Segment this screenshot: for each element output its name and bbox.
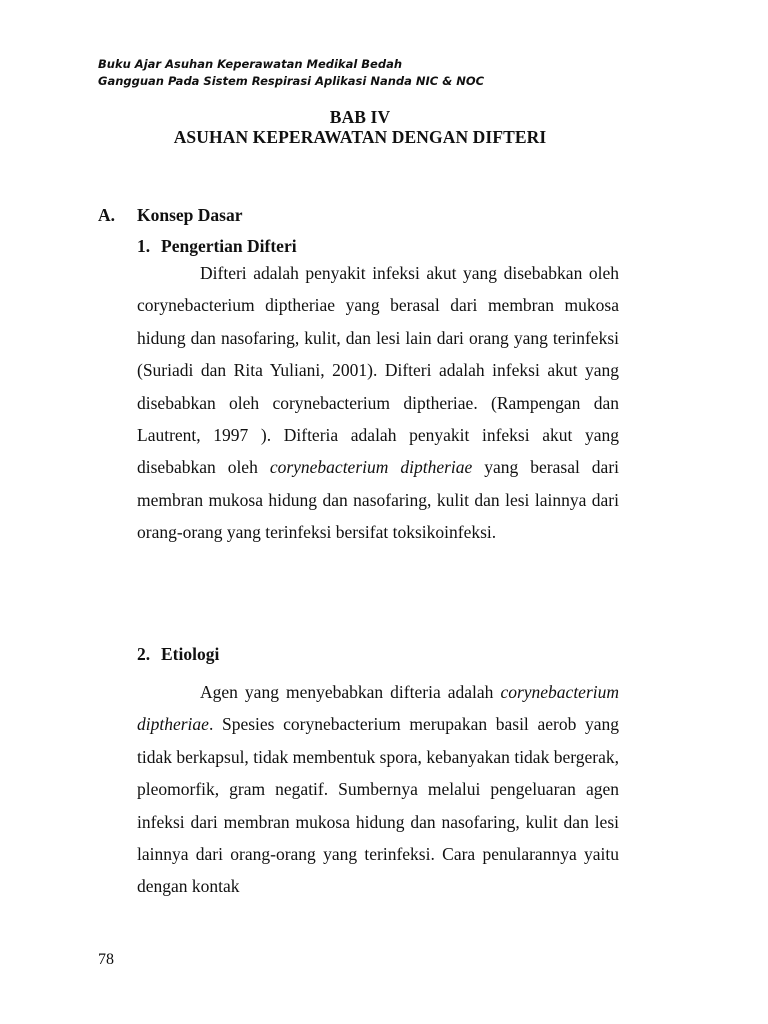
chapter-title: ASUHAN KEPERAWATAN DENGAN DIFTERI bbox=[173, 127, 547, 147]
chapter-number: BAB IV bbox=[329, 107, 391, 127]
section-title: Konsep Dasar bbox=[137, 205, 243, 225]
paragraph-etiologi bbox=[137, 676, 619, 903]
paragraph-text: yang berasal dari membran mukosa hidung dan nasofaring, kulit dan lesi lainnya dari orang-orang yang terinfeksi bersifat toksikoinfeksi. bbox=[137, 457, 620, 543]
subsection-number: 2. bbox=[137, 644, 151, 664]
subsection-heading-etiologi bbox=[137, 642, 219, 666]
species-name-italic: corynebacterium diptheriae bbox=[269, 457, 473, 478]
subsection-title: Pengertian Difteri bbox=[161, 236, 297, 256]
subsection-title: Etiologi bbox=[161, 644, 220, 664]
section-heading-a bbox=[98, 203, 243, 227]
chapter-heading bbox=[0, 107, 720, 147]
subsection-number: 1. bbox=[137, 236, 151, 256]
species-name-italic: corynebacterium diptheriae bbox=[137, 682, 620, 735]
paragraph-text: Agen yang menyebabkan difteria adalah bbox=[200, 682, 494, 702]
running-header bbox=[98, 56, 484, 90]
paragraph-text: . Spesies corynebacterium merupakan basil aerob yang tidak berkapsul, tidak membentuk spora, kebanyakan tidak bergerak, pleomorfik, gram negatif. Sumbernya melalui pengeluaran agen infeksi dari membran mukosa hidung dan nasofaring, kulit dan lesi lainnya dari orang-orang yang terinfeksi. Cara penularannya yaitu dengan kontak bbox=[137, 714, 619, 897]
page-number: 78 bbox=[98, 951, 114, 968]
running-header-line-1: Buku Ajar Asuhan Keperawatan Medikal Bedah bbox=[98, 57, 403, 71]
subsection-heading-pengertian bbox=[137, 234, 297, 258]
paragraph-pengertian bbox=[137, 257, 619, 549]
running-header-line-2: Gangguan Pada Sistem Respirasi Aplikasi Nanda NIC & NOC bbox=[98, 74, 485, 88]
section-letter: A. bbox=[98, 205, 116, 225]
paragraph-text: Difteri adalah penyakit infeksi akut yang disebabkan oleh corynebacterium diptheriae yang berasal dari membran mukosa hidung dan nasofaring, kulit, dan lesi lain dari orang yang terinfeksi (Suriadi dan Rita Yuliani, 2001). Difteri adalah infeksi akut yang disebabkan oleh corynebacterium diptheriae. (Rampengan dan Lautrent, 1997 ). Difteria adalah penyakit infeksi akut yang disebabkan oleh bbox=[137, 263, 619, 478]
